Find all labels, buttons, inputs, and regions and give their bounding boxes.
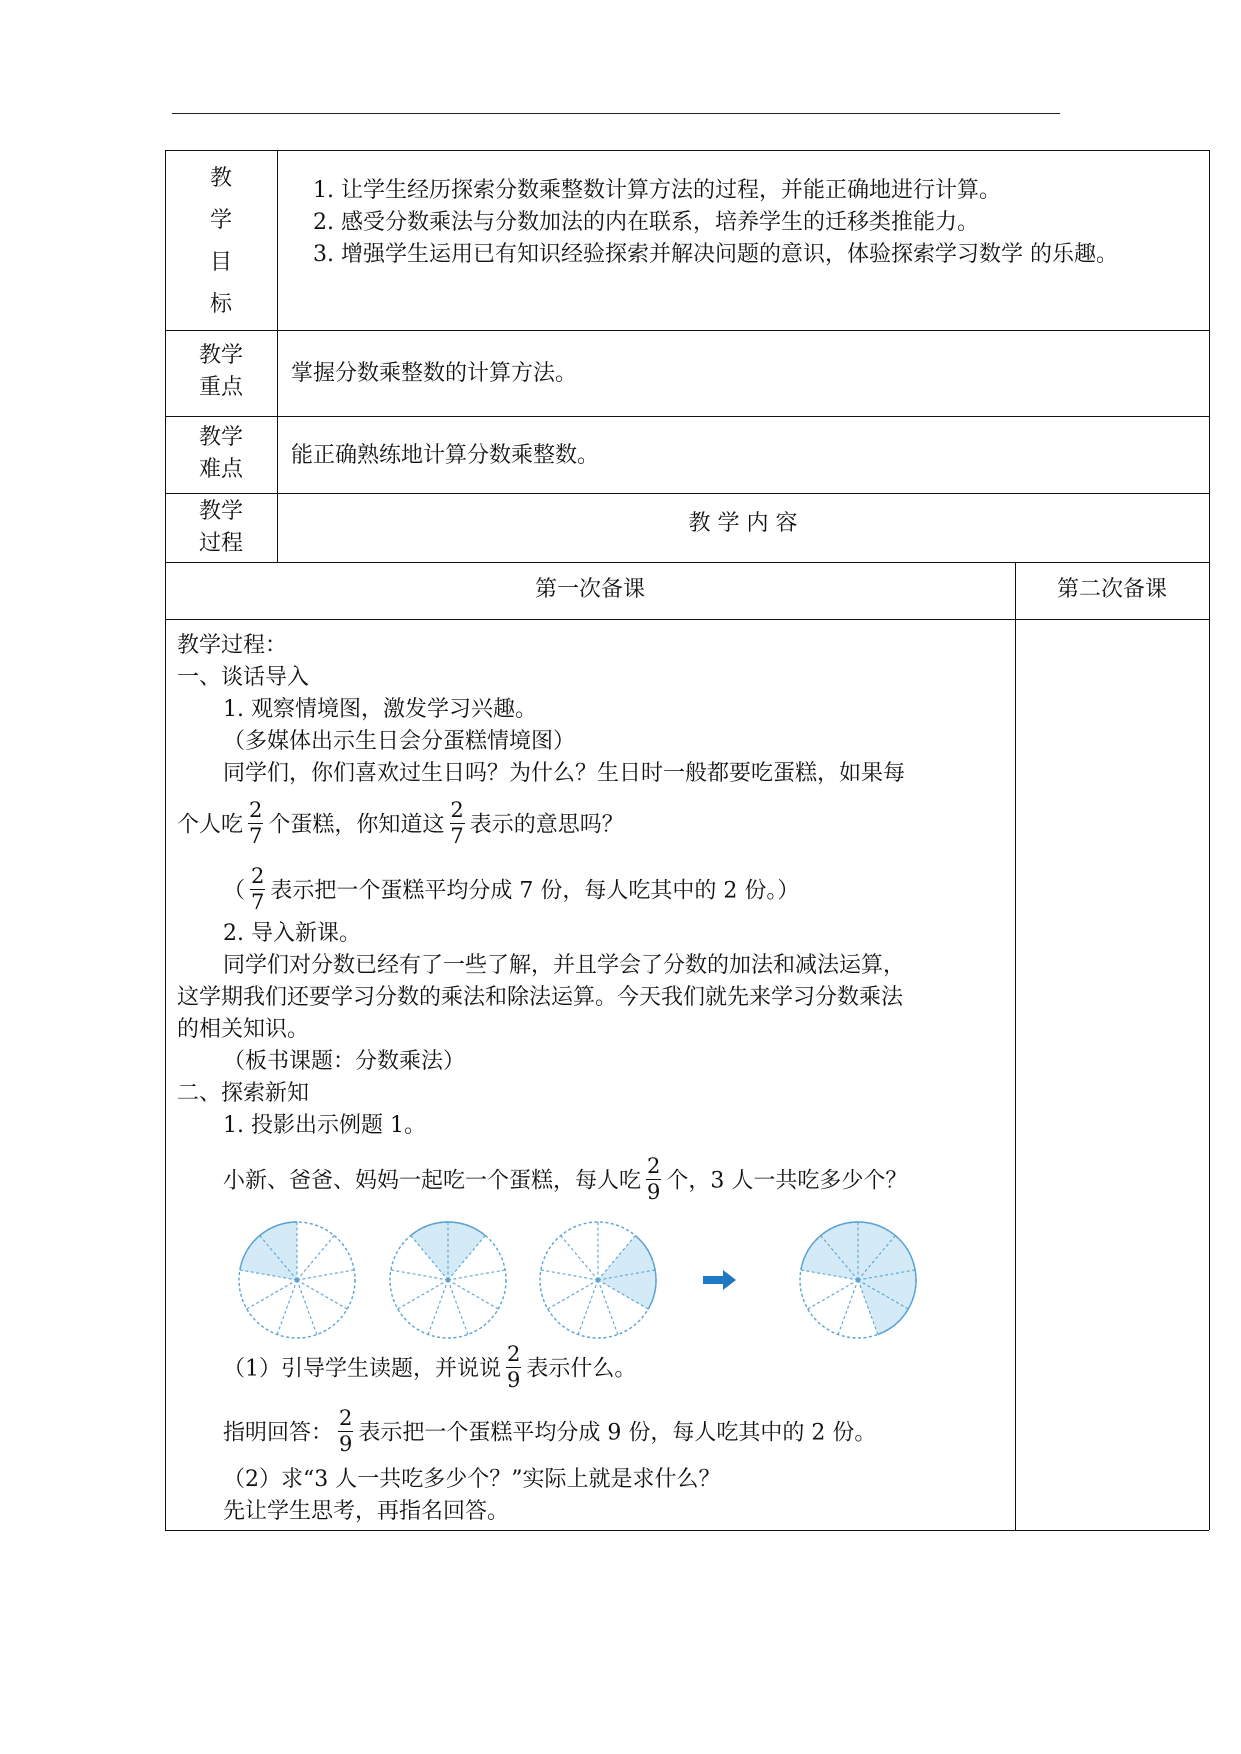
row-divider: [165, 416, 1209, 417]
slice-line: [391, 1270, 448, 1280]
fraction-two-ninths: $\frac{2}{9}$: [647, 1154, 661, 1204]
slice-line: [297, 1280, 317, 1335]
slice-line: [578, 1280, 598, 1335]
slice-line: [838, 1280, 858, 1335]
fraction-two-sevenths: $\frac{2}{7}$: [249, 798, 263, 848]
slice-line: [247, 1280, 297, 1309]
cake-center: [446, 1278, 450, 1282]
row-divider: [165, 493, 1209, 494]
slice-line: [561, 1236, 598, 1280]
body-line: 1. 观察情境图，激发学习兴趣。: [223, 697, 537, 722]
body-line: （板书课题：分数乘法）: [223, 1049, 466, 1074]
table-border-bottom: [165, 1530, 1209, 1531]
goal-item: 1. 让学生经历探索分数乘整数计算方法的过程，并能正确地进行计算。: [313, 178, 1001, 203]
body-line: （2）求“3 人一共吃多少个？”实际上就是求什么？: [223, 1467, 721, 1492]
slice-line: [297, 1270, 354, 1280]
right-arrow-icon: [703, 1268, 737, 1292]
row-divider: [165, 619, 1209, 620]
body-line: （多媒体出示生日会分蛋糕情境图）: [223, 729, 576, 754]
content-header: 教 学 内 容: [688, 511, 798, 536]
fraction-two-ninths: $\frac{2}{9}$: [339, 1406, 353, 1456]
body-line: 的相关知识。: [177, 1017, 310, 1042]
row-divider: [165, 562, 1209, 563]
slice-line: [428, 1280, 448, 1335]
body-line: 教学过程：: [177, 633, 288, 658]
goals-label: 教 学 目 标: [209, 166, 232, 317]
key-point-label: 教学 重点: [198, 343, 243, 400]
section-heading: 一、谈话导入: [177, 665, 310, 690]
difficulty-text: 能正确熟练地计算分数乘整数。: [291, 443, 600, 468]
body-line: 同学们对分数已经有了一些了解，并且学会了分数的加法和减法运算，: [223, 953, 906, 978]
first-prep-header: 第一次备课: [534, 577, 645, 602]
fraction-two-sevenths: $\frac{2}{7}$: [450, 798, 464, 848]
cake-pie-combined: [796, 1218, 920, 1342]
body-line: 2. 导入新课。: [223, 921, 361, 946]
slice-line: [277, 1280, 297, 1335]
slice-line: [548, 1280, 598, 1309]
goal-item: 2. 感受分数乘法与分数加法的内在联系，培养学生的迁移类推能力。: [313, 210, 979, 235]
cake-center: [856, 1278, 860, 1282]
body-line-with-fraction: 个人吃 $\frac{2}{7}$ 个蛋糕，你知道这 $\frac{2}{7}$ 表示的意思吗？: [177, 798, 624, 848]
label-column-divider: [277, 150, 278, 562]
slice-line: [448, 1280, 468, 1335]
key-point-text: 掌握分数乘整数的计算方法。: [291, 361, 578, 386]
cake-pie-2: [386, 1218, 510, 1342]
row-divider: [165, 330, 1209, 331]
slice-line: [297, 1236, 334, 1280]
slice-line: [808, 1280, 858, 1309]
slice-line: [297, 1280, 347, 1309]
goal-item: 3. 增强学生运用已有知识经验探索并解决问题的意识，体验探索学习数学 的乐趣。: [313, 242, 1118, 267]
body-line-with-fraction: 指明回答： $\frac{2}{9}$ 表示把一个蛋糕平均分成 9 份，每人吃其中的 2 份。: [223, 1406, 877, 1456]
slice-line: [541, 1270, 598, 1280]
difficulty-label: 教学 难点: [198, 425, 243, 482]
slice-line: [398, 1280, 448, 1309]
body-line: 先让学生思考，再指名回答。: [223, 1499, 510, 1524]
body-line-with-fraction: （1）引导学生读题，并说说 $\frac{2}{9}$ 表示什么。: [223, 1342, 637, 1392]
body-line: 这学期我们还要学习分数的乘法和除法运算。今天我们就先来学习分数乘法: [177, 985, 904, 1010]
slice-line: [448, 1270, 505, 1280]
body-line: 同学们，你们喜欢过生日吗？为什么？生日时一般都要吃蛋糕，如果每: [223, 761, 906, 786]
cake-center: [596, 1278, 600, 1282]
cake-center: [295, 1278, 299, 1282]
process-label: 教学 过程: [198, 499, 243, 556]
fraction-two-ninths: $\frac{2}{9}$: [507, 1342, 521, 1392]
cake-pie-3: [536, 1218, 660, 1342]
body-line: 1. 投影出示例题 1。: [223, 1113, 426, 1138]
table-border-top: [165, 150, 1209, 151]
header-rule: [172, 113, 1060, 114]
slice-line: [448, 1280, 498, 1309]
second-prep-header: 第二次备课: [1056, 577, 1167, 602]
fraction-two-sevenths: $\frac{2}{7}$: [251, 864, 265, 914]
example-problem: 小新、爸爸、妈妈一起吃一个蛋糕，每人吃 $\frac{2}{9}$ 个，3 人一共吃多少个？: [223, 1154, 908, 1204]
prep-column-divider: [1015, 562, 1016, 1530]
cake-pie-1: [235, 1218, 359, 1342]
section-heading: 二、探索新知: [177, 1081, 310, 1106]
lesson-plan-table: [165, 150, 1209, 1530]
body-line-with-fraction: （ $\frac{2}{7}$ 表示把一个蛋糕平均分成 7 份，每人吃其中的 2 份。）: [223, 864, 800, 914]
table-border-right: [1209, 150, 1210, 1530]
